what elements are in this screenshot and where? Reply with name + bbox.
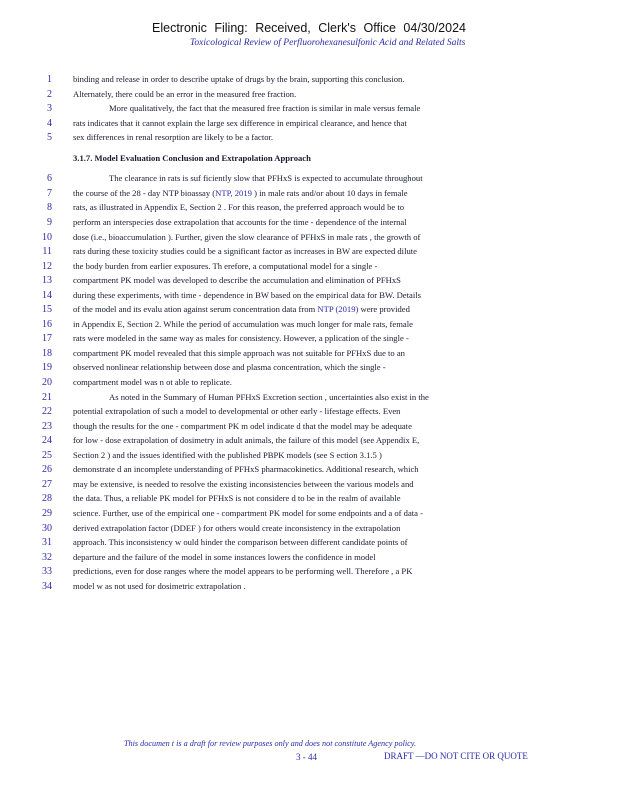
page-number: 3 - 44 (296, 752, 317, 762)
text-line (0, 391, 618, 404)
line-text: sex differences in renal resorption are likely to be a factor. (73, 132, 274, 143)
line-number: 24 (42, 435, 52, 447)
line-text: rats, as illustrated in Appendix E, Section 2 . For this reason, the preferred approach would be to (73, 202, 405, 213)
citation-link[interactable]: NTP (2019) (317, 304, 359, 315)
text-line (0, 289, 618, 302)
text-line (0, 492, 618, 505)
text-line (0, 216, 618, 229)
line-text: derived extrapolation factor (DDEF ) for others would create inconsistency in the extrapolation (73, 522, 401, 533)
line-number: 5 (47, 132, 52, 144)
text-line (0, 551, 618, 564)
filing-stamp: Electronic Filing: Received, Clerk's Office 04/30/2024 (152, 21, 466, 35)
line-text: in Appendix E, Section 2. While the period of accumulation was much longer for male rats, female (73, 318, 413, 329)
line-text: of the model and its evalu ation against serum concentration data from NTP (2019) were provided (73, 304, 410, 315)
text-line (0, 172, 618, 185)
citation-link[interactable]: NTP, 2019 (215, 187, 252, 198)
line-number: 31 (42, 537, 52, 549)
line-text: during these experiments, with time - dependence in BW based on the empirical data for BW. Details (73, 289, 421, 300)
text-line (0, 303, 618, 316)
running-header: Toxicological Review of Perfluorohexanesulfonic Acid and Related Salts (190, 38, 466, 48)
line-number: 25 (42, 449, 52, 461)
text-line (0, 102, 618, 115)
line-number: 28 (42, 493, 52, 505)
line-text: compartment PK model was developed to describe the accumulation and elimination of PFHxS (73, 275, 401, 286)
heading-text: 3.1.7. Model Evaluation Conclusion and Extrapolation Approach (73, 152, 311, 163)
line-number: 27 (42, 478, 52, 490)
text-line (0, 405, 618, 418)
text-line (0, 434, 618, 447)
line-number: 6 (47, 173, 52, 185)
line-number: 17 (42, 333, 52, 345)
line-number: 19 (42, 362, 52, 374)
text-line (0, 231, 618, 244)
line-number: 32 (42, 551, 52, 563)
line-number: 7 (47, 187, 52, 199)
line-text: science. Further, use of the empirical one - compartment PK model for some endpoints and a of data - (73, 507, 423, 518)
line-text: More qualitatively, the fact that the measured free fraction is similar in male versus female (109, 103, 421, 114)
line-number: 12 (42, 260, 52, 272)
line-text: dose (i.e., bioaccumulation ). Further, given the slow clearance of PFHxS in male rats , the growth of (73, 231, 421, 242)
line-text: compartment PK model revealed that this simple approach was not suitable for PFHxS due to an (73, 347, 405, 358)
line-text: rats indicates that it cannot explain the large sex difference in empirical clearance, and hence that (73, 117, 407, 128)
text-line (0, 580, 618, 593)
text-line (0, 131, 618, 144)
text-line (0, 117, 618, 130)
line-number: 4 (47, 117, 52, 129)
line-number: 33 (42, 566, 52, 578)
line-number: 23 (42, 420, 52, 432)
line-number: 3 (47, 103, 52, 115)
text-line (0, 88, 618, 101)
line-text: for low - dose extrapolation of dosimetry in adult animals, the failure of this model (see Appendix E, (73, 435, 420, 446)
line-text: observed nonlinear relationship between dose and plasma concentration, which the single - (73, 362, 386, 373)
text-line (0, 332, 618, 345)
line-text: Alternately, there could be an error in the measured free fraction. (73, 88, 297, 99)
text-line (0, 260, 618, 273)
line-text: The clearance in rats is suf ficiently slow that PFHxS is expected to accumulate throughout (109, 173, 423, 184)
footer-disclaimer: This documen t is a draft for review purposes only and does not constitute Agency policy. (124, 739, 416, 748)
line-text: rats were modeled in the same way as males for consistency. However, a pplication of the single - (73, 333, 409, 344)
text-line (0, 361, 618, 374)
line-number: 30 (42, 522, 52, 534)
line-number: 11 (42, 246, 52, 258)
line-number: 13 (42, 275, 52, 287)
text-line (0, 565, 618, 578)
line-number: 18 (42, 347, 52, 359)
text-line (0, 478, 618, 491)
line-text: As noted in the Summary of Human PFHxS Excretion section , uncertainties also exist in the (109, 391, 429, 402)
text-line (0, 73, 618, 86)
text-line (0, 187, 618, 200)
line-number: 26 (42, 464, 52, 476)
line-text: binding and release in order to describe uptake of drugs by the brain, supporting this conclusion. (73, 74, 405, 84)
line-text: demonstrate d an incomplete understanding of PFHxS pharmacokinetics. Additional research, which (73, 464, 419, 475)
text-line (0, 420, 618, 433)
text-line (0, 449, 618, 462)
line-text: approach. This inconsistency w ould hinder the comparison between different candidate points of (73, 537, 408, 548)
line-text: the body burden from earlier exposures. Th erefore, a computational model for a single - (73, 260, 378, 271)
text-line (0, 522, 618, 535)
text-line (0, 376, 618, 389)
line-number: 29 (42, 507, 52, 519)
line-number: 1 (47, 74, 52, 85)
line-text: model w as not used for dosimetric extrapolation . (73, 580, 246, 591)
line-text: the course of the 28 - day NTP bioassay (NTP, 2019 ) in male rats and/or about 10 days in female (73, 187, 408, 198)
text-line (0, 463, 618, 476)
line-number: 10 (42, 231, 52, 243)
section-heading (0, 152, 618, 165)
text-line (0, 274, 618, 287)
line-number: 22 (42, 406, 52, 418)
line-number: 34 (42, 580, 52, 592)
line-text: though the results for the one - compartment PK m odel indicate d that the model may be adequate (73, 420, 412, 431)
text-line (0, 245, 618, 258)
line-text: potential extrapolation of such a model to developmental or other early - lifestage effects. Even (73, 406, 401, 417)
line-number: 14 (42, 289, 52, 301)
line-text: the data. Thus, a reliable PK model for PFHxS is not considere d to be in the realm of available (73, 493, 401, 504)
line-text: predictions, even for dose ranges where the model appears to be performing well. Therefore , a PK (73, 566, 413, 577)
line-text: rats during these toxicity studies could be a significant factor as increases in BW are expected dilute (73, 246, 417, 257)
draft-label: DRAFT —DO NOT CITE OR QUOTE (384, 751, 528, 761)
line-number: 20 (42, 377, 52, 388)
text-line (0, 347, 618, 360)
text-line (0, 201, 618, 214)
text-line (0, 507, 618, 520)
line-number: 15 (42, 304, 52, 316)
line-number: 16 (42, 318, 52, 330)
line-number: 8 (47, 202, 52, 214)
line-text: may be extensive, is needed to resolve the existing inconsistencies between the various models and (73, 478, 414, 489)
line-number: 2 (47, 88, 52, 100)
line-text: compartment model was n ot able to replicate. (73, 377, 232, 387)
line-text: perform an interspecies dose extrapolation that accounts for the time - dependence of the internal (73, 216, 407, 227)
line-text: Section 2 ) and the issues identified with the published PBPK models (see S ection 3.1.5 ) (73, 449, 382, 460)
text-line (0, 318, 618, 331)
line-number: 9 (47, 216, 52, 228)
line-text: departure and the failure of the model in some instances lowers the confidence in model (73, 551, 376, 562)
line-number: 21 (42, 391, 52, 403)
text-line (0, 536, 618, 549)
